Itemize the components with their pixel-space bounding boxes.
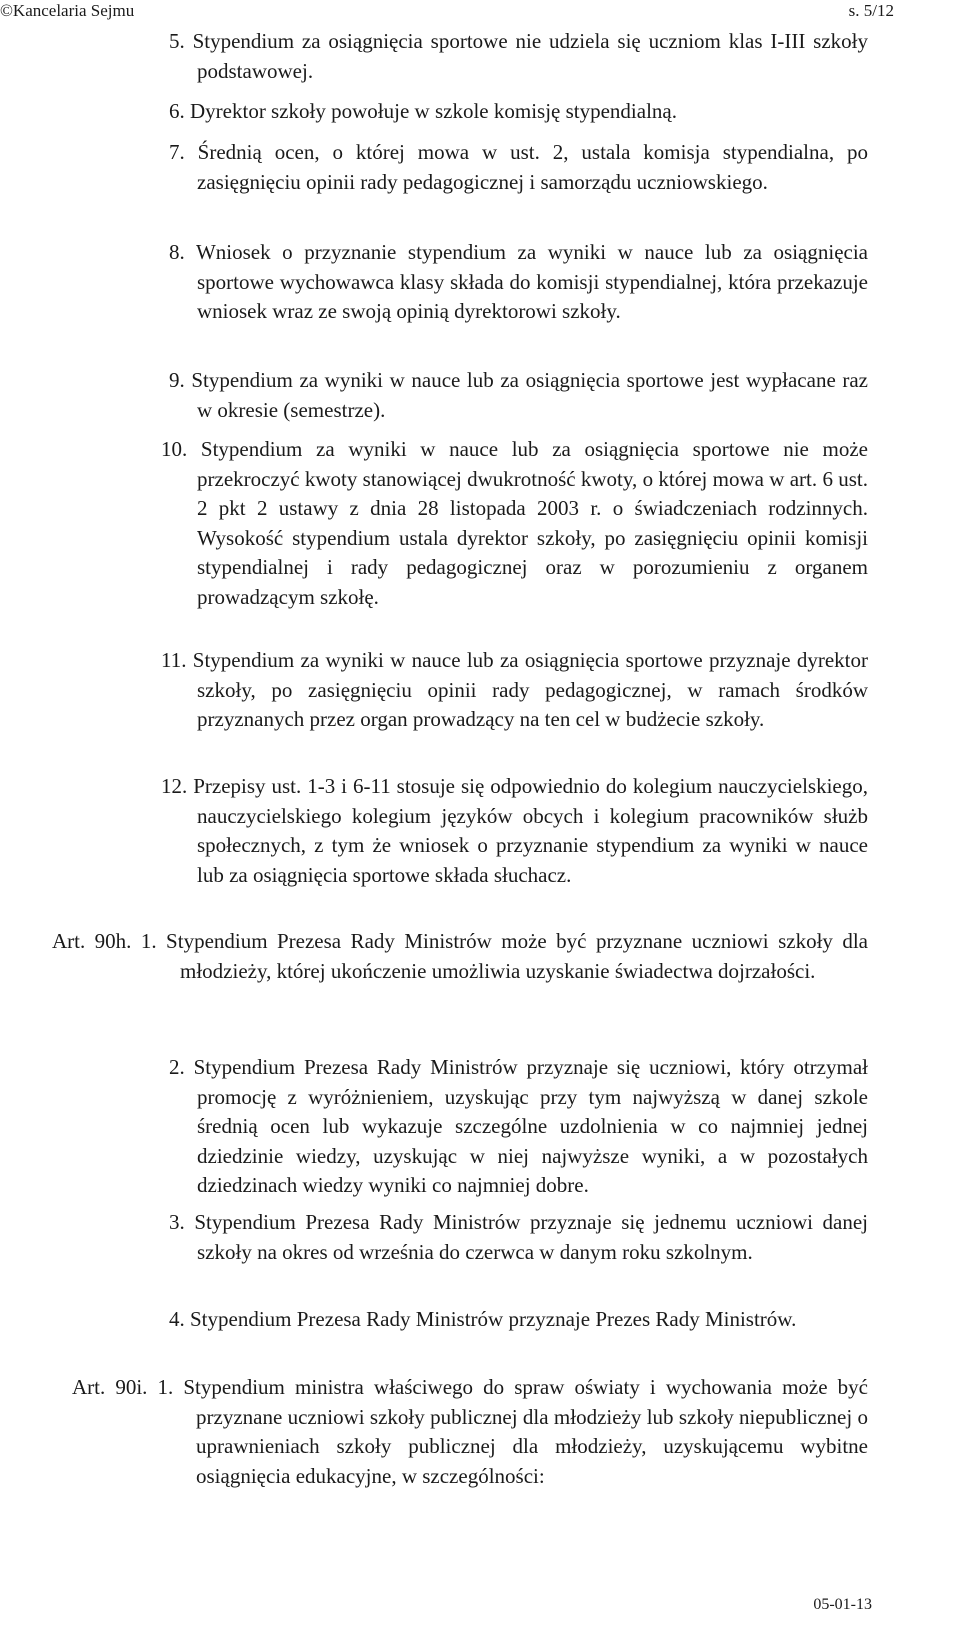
item-6: 6. Dyrektor szkoły powołuje w szkole komisję stypendialną.: [169, 99, 677, 123]
header-page-number: s. 5/12: [848, 1, 894, 20]
art-90h-para-3: 3. Stypendium Prezesa Rady Ministrów przyznaje się jednemu uczniowi danej szkoły na okres od września do czerwca w danym roku szkolnym.: [169, 1210, 868, 1264]
item-8: 8. Wniosek o przyznanie stypendium za wyniki w nauce lub za osiągnięcia sportowe wychowawca klasy składa do komisji stypendialnej, która przekazuje wniosek wraz ze swoją opinią dyrektorowi szkoły.: [169, 240, 868, 323]
art-90h-para-4: 4. Stypendium Prezesa Rady Ministrów przyznaje Prezes Rady Ministrów.: [169, 1307, 797, 1331]
item-10: 10. Stypendium za wyniki w nauce lub za osiągnięcia sportowe nie może przekroczyć kwoty stanowiącej dwukrotność kwoty, o której mowa w art. 6 ust. 2 pkt 2 ustawy z dnia 28 listopada 2003 r. o świadczeniach rodzinnych. Wysokość stypendium ustala dyrektor szkoły, po zasięgnięciu opinii komisji stypendialnej i rady pedagogicznej oraz w porozumieniu z organem prowadzącym szkołę.: [161, 437, 868, 609]
art-90h-para-1: Art. 90h. 1. Stypendium Prezesa Rady Ministrów może być przyznane uczniowi szkoły dla młodzieży, której ukończenie umożliwia uzyskanie świadectwa dojrzałości.: [52, 929, 868, 983]
item-9: 9. Stypendium za wyniki w nauce lub za osiągnięcia sportowe jest wypłacane raz w okresie (semestrze).: [169, 368, 868, 422]
footer-date: 05-01-13: [813, 1596, 872, 1613]
item-11: 11. Stypendium za wyniki w nauce lub za osiągnięcia sportowe przyznaje dyrektor szkoły, po zasięgnięciu opinii rady pedagogicznej, w ramach środków przyznanych przez organ prowadzący na ten cel w budżecie szkoły.: [161, 648, 868, 731]
header-source: ©Kancelaria Sejmu: [0, 1, 135, 20]
art-90i-para-1: Art. 90i. 1. Stypendium ministra właściwego do spraw oświaty i wychowania może być przyznane uczniowi szkoły publicznej dla młodzieży lub szkoły niepublicznej o uprawnieniach szkoły publicznej dla młodzieży, uzyskującemu wybitne osiągnięcia edukacyjne, w szczególności:: [72, 1375, 868, 1488]
item-12: 12. Przepisy ust. 1-3 i 6-11 stosuje się odpowiednio do kolegium nauczycielskiego, nauczycielskiego kolegium języków obcych i kolegium pracowników służb społecznych, z tym że wniosek o przyznanie stypendium za wyniki w nauce lub za osiągnięcia sportowe składa słuchacz.: [161, 774, 868, 887]
art-90h-para-2: 2. Stypendium Prezesa Rady Ministrów przyznaje się uczniowi, który otrzymał promocję z wyróżnieniem, uzyskując przy tym najwyższą w danej szkole średnią ocen lub wykazuje szczególne uzdolnienia w co najmniej jednej dziedzinie wiedzy, uzyskując w niej najwyższe wyniki, a w pozostałych dziedzinach wiedzy wyniki co najmniej dobre.: [169, 1055, 868, 1197]
item-7: 7. Średnią ocen, o której mowa w ust. 2, ustala komisja stypendialna, po zasięgnięciu opinii rady pedagogicznej i samorządu uczniowskiego.: [169, 140, 868, 194]
item-5: 5. Stypendium za osiągnięcia sportowe nie udziela się uczniom klas I-III szkoły podstawowej.: [169, 29, 868, 83]
